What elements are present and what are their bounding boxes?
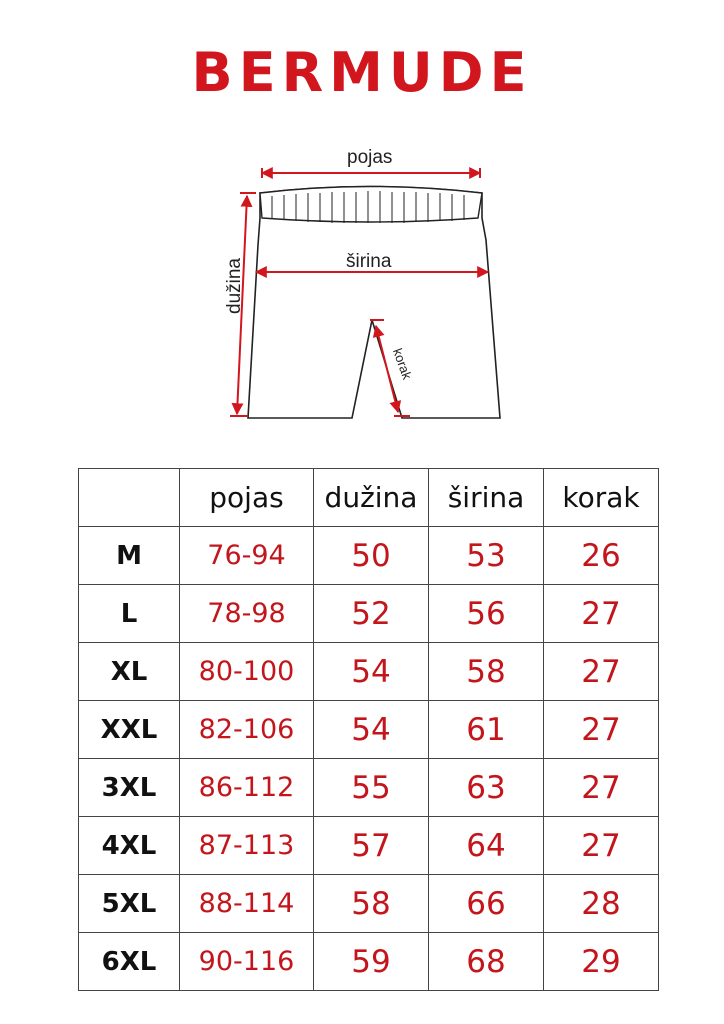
korak-label: korak	[389, 346, 415, 382]
korak-cell: 28	[544, 875, 659, 933]
size-cell: M	[79, 527, 180, 585]
table-row	[79, 701, 659, 759]
duzina-cell: 54	[314, 643, 429, 701]
table-row	[79, 585, 659, 643]
page-title: BERMUDE	[191, 41, 533, 104]
table-row	[79, 643, 659, 701]
duzina-cell: 55	[314, 759, 429, 817]
header-pojas: pojas	[180, 469, 314, 527]
korak-cell: 27	[544, 701, 659, 759]
sirina-cell: 66	[429, 875, 544, 933]
korak-cell: 27	[544, 759, 659, 817]
pojas-label: pojas	[347, 147, 393, 168]
size-table	[78, 468, 659, 991]
pojas-cell: 76-94	[180, 527, 314, 585]
duzina-cell: 58	[314, 875, 429, 933]
duzina-cell: 57	[314, 817, 429, 875]
size-cell: 4XL	[79, 817, 180, 875]
table-row	[79, 817, 659, 875]
sirina-cell: 68	[429, 933, 544, 991]
pojas-cell: 87-113	[180, 817, 314, 875]
korak-cell: 26	[544, 527, 659, 585]
duzina-cell: 52	[314, 585, 429, 643]
duzina-cell: 59	[314, 933, 429, 991]
size-cell: 6XL	[79, 933, 180, 991]
duzina-label: dužina	[224, 258, 245, 314]
pojas-cell: 86-112	[180, 759, 314, 817]
sirina-cell: 53	[429, 527, 544, 585]
table-row	[79, 527, 659, 585]
table-header-row	[79, 469, 659, 527]
sirina-label: širina	[346, 251, 392, 272]
header-empty	[79, 469, 180, 527]
table-row	[79, 933, 659, 991]
korak-cell: 29	[544, 933, 659, 991]
table-row	[79, 759, 659, 817]
shorts-outline	[0, 140, 724, 440]
duzina-cell: 54	[314, 701, 429, 759]
size-cell: 5XL	[79, 875, 180, 933]
pojas-cell: 80-100	[180, 643, 314, 701]
pojas-cell: 90-116	[180, 933, 314, 991]
shorts-diagram	[0, 140, 724, 440]
pojas-cell: 88-114	[180, 875, 314, 933]
size-cell: 3XL	[79, 759, 180, 817]
header-duzina: dužina	[314, 469, 429, 527]
pojas-cell: 78-98	[180, 585, 314, 643]
korak-cell: 27	[544, 817, 659, 875]
sirina-cell: 63	[429, 759, 544, 817]
size-cell: XXL	[79, 701, 180, 759]
header-sirina: širina	[429, 469, 544, 527]
pojas-cell: 82-106	[180, 701, 314, 759]
duzina-cell: 50	[314, 527, 429, 585]
header-korak: korak	[544, 469, 659, 527]
sirina-cell: 56	[429, 585, 544, 643]
sirina-cell: 64	[429, 817, 544, 875]
size-cell: L	[79, 585, 180, 643]
korak-cell: 27	[544, 643, 659, 701]
korak-cell: 27	[544, 585, 659, 643]
sirina-cell: 58	[429, 643, 544, 701]
size-cell: XL	[79, 643, 180, 701]
table-row	[79, 875, 659, 933]
sirina-cell: 61	[429, 701, 544, 759]
